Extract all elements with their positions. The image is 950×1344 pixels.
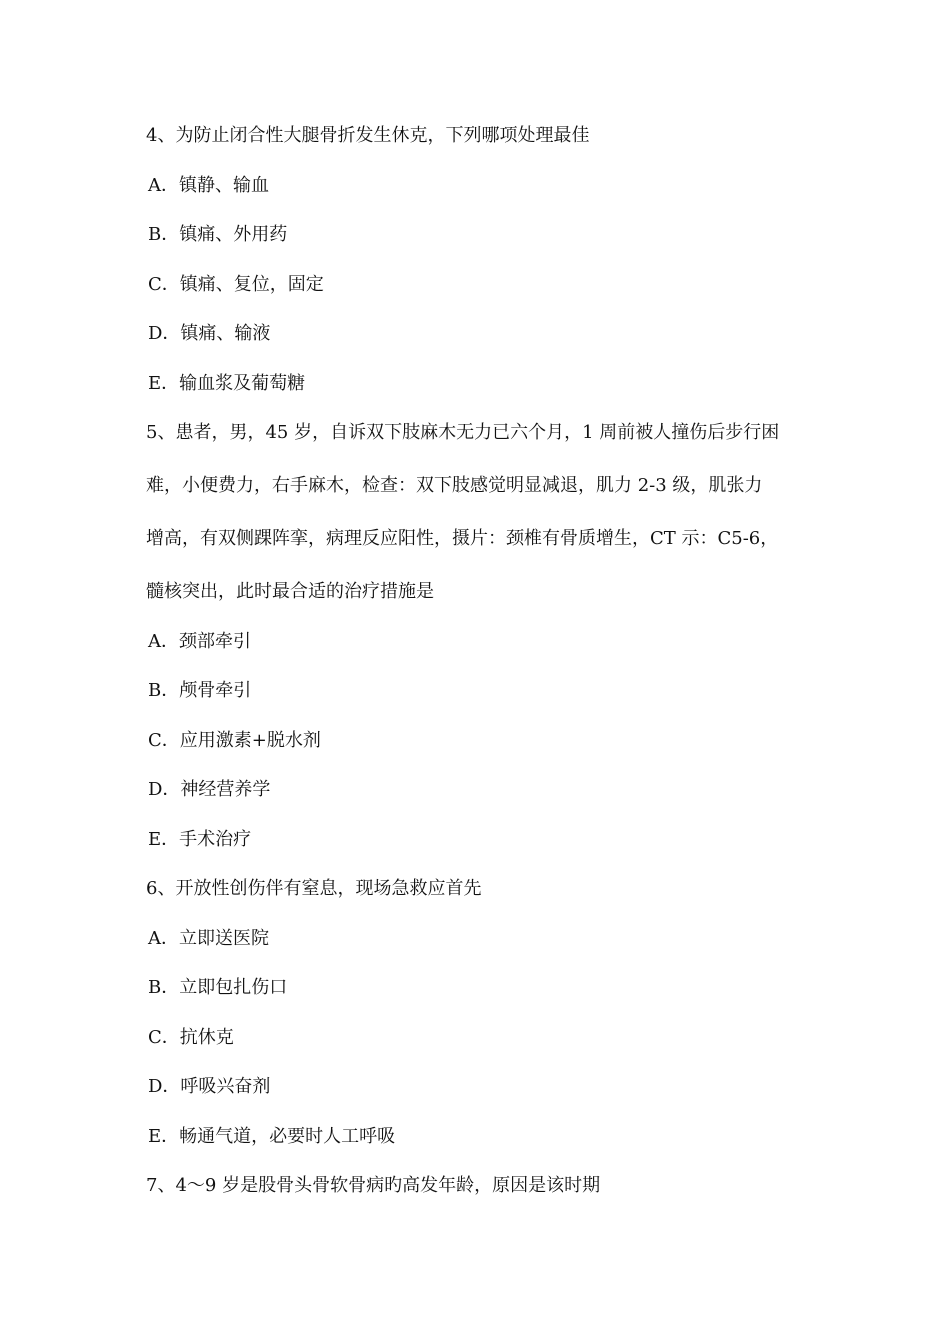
option-c: C．抗休克 (148, 1026, 234, 1048)
question-stem-line: 增高，有双侧踝阵挛，病理反应阳性，摄片：颈椎有骨质增生，CT 示：C5-6， (146, 528, 779, 549)
option-d: D．神经营养学 (148, 779, 271, 800)
document-body (146, 120, 806, 1220)
option-c: C．应用激素+脱水剂 (148, 729, 321, 751)
option-c: C．镇痛、复位，固定 (148, 273, 324, 295)
question-7 (146, 1170, 806, 1202)
option-b: B．颅骨牵引 (148, 680, 252, 701)
option-a: A．镇静、输血 (148, 174, 269, 196)
question-6 (146, 873, 806, 1153)
question-4 (146, 120, 806, 400)
option-e: E．畅通气道，必要时人工呼吸 (148, 1125, 396, 1147)
option-a: A．立即送医院 (148, 927, 269, 949)
question-stem (146, 417, 806, 608)
option-a: A．颈部牵引 (148, 630, 251, 652)
question-stem: 4、为防止闭合性大腿骨折发生休克，下列哪项处理最佳 (146, 125, 590, 146)
question-stem: 6、开放性创伤伴有窒息，现场急救应首先 (146, 878, 482, 899)
question-stem-line: 难，小便费力，右手麻木，检查：双下肢感觉明显减退，肌力 2-3 级，肌张力 (146, 475, 763, 496)
option-d: D．镇痛、输液 (148, 323, 271, 344)
option-d: D．呼吸兴奋剂 (148, 1076, 271, 1097)
question-5 (146, 417, 806, 856)
option-e: E．手术治疗 (148, 828, 252, 850)
question-stem: 7、4～9 岁是股骨头骨软骨病旳高发年龄，原因是该时期 (146, 1175, 601, 1196)
option-b: B．立即包扎伤口 (148, 977, 288, 998)
question-stem-line: 髓核突出，此时最合适的治疗措施是 (146, 581, 434, 602)
option-b: B．镇痛、外用药 (148, 224, 288, 245)
option-e: E．输血浆及葡萄糖 (148, 372, 306, 394)
question-stem-line: 5、患者，男，45 岁，自诉双下肢麻木无力已六个月，1 周前被人撞伤后步行困 (146, 422, 780, 443)
